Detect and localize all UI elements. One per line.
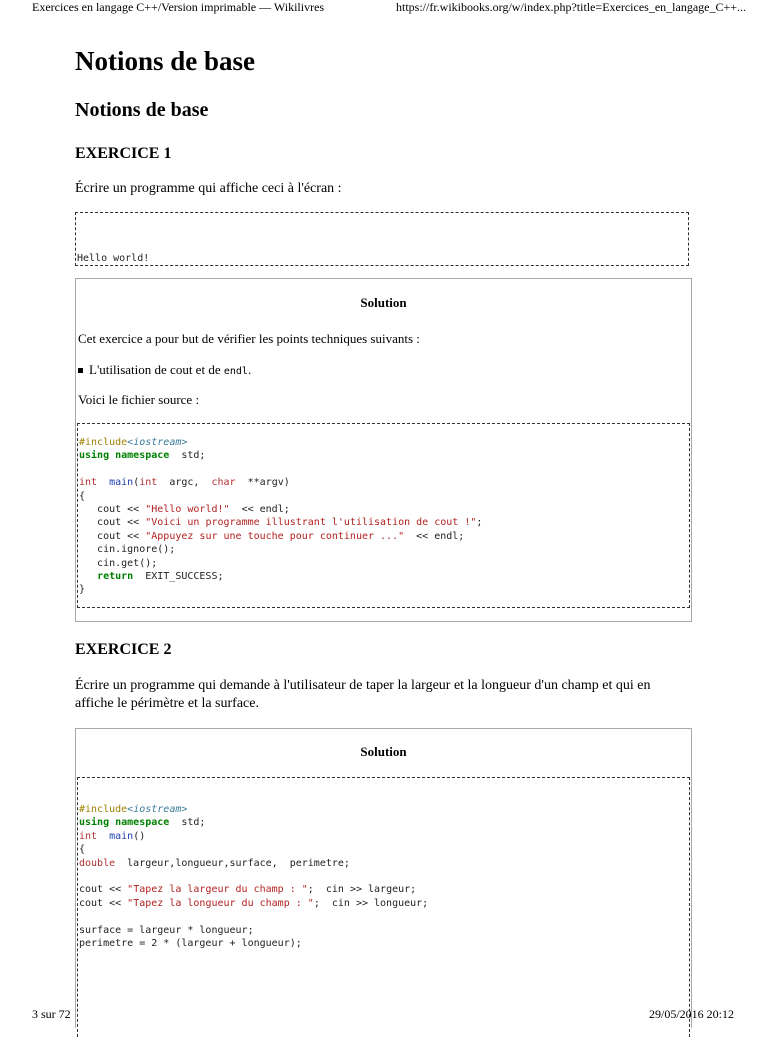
code-line: [79, 883, 689, 896]
code-token: int: [79, 477, 98, 489]
code-token: std;: [169, 817, 206, 829]
bullet-end: .: [247, 362, 252, 377]
code-token: int: [139, 477, 158, 489]
code-token: cout <<: [79, 530, 146, 542]
solution-box-1: [75, 278, 692, 622]
code-line: [79, 910, 689, 923]
code-token: return: [97, 570, 134, 582]
source-file-label: Voici le fichier source :: [78, 392, 200, 407]
code-token: "Tapez la longueur du champ : ": [127, 897, 314, 909]
code-line: [79, 570, 689, 583]
solution-box-2: [75, 728, 692, 1028]
code-token: #include: [79, 437, 128, 448]
source-code-block-2: [77, 777, 690, 1037]
exercise-2-heading: EXERCICE 2: [75, 641, 172, 658]
code-token: using namespace: [79, 817, 170, 829]
code-line: [79, 583, 689, 596]
solution-intro: Cet exercice a pour but de vérifier les points techniques suivants :: [78, 331, 420, 346]
bullet-icon: [78, 368, 83, 373]
code-token: << endl;: [404, 530, 465, 542]
code-token: char: [211, 477, 236, 489]
code-token: "Appuyez sur une touche pour continuer ...": [145, 530, 405, 542]
code-token: (): [133, 830, 146, 842]
code-line: [79, 857, 689, 870]
code-token: [79, 571, 97, 582]
code-line: [79, 543, 689, 556]
code-token: cin.get();: [79, 557, 158, 569]
bullet-text: L'utilisation de cout et de: [89, 362, 224, 377]
exercise-1-heading: EXERCICE 1: [75, 145, 172, 162]
code-token: main: [109, 830, 134, 842]
code-token: ; cin >> longueur;: [313, 897, 429, 909]
code-line: [79, 463, 689, 476]
code-token: "Hello world!": [145, 503, 230, 515]
print-footer-datetime: 29/05/2016 20:12: [649, 1007, 735, 1021]
exercise-1-statement: Écrire un programme qui affiche ceci à l'écran :: [75, 181, 342, 196]
code-token: (: [133, 477, 140, 489]
code-token: surface = largeur * longueur;: [79, 924, 254, 936]
solution-title: Solution: [360, 744, 407, 759]
code-line: [79, 516, 689, 529]
code-line: [79, 897, 689, 910]
code-token: #include: [79, 804, 128, 815]
code-token: <iostream>: [127, 437, 188, 448]
code-token: cout <<: [79, 517, 146, 529]
code-token: perimetre = 2 * (largeur + longueur);: [79, 937, 302, 949]
code-token: <iostream>: [127, 804, 188, 815]
code-line: [79, 530, 689, 543]
code-token: double: [79, 857, 116, 869]
code-line: [79, 843, 689, 856]
code-token: ; cin >> largeur;: [307, 884, 417, 896]
page-title: Notions de base: [75, 46, 256, 76]
exercise-2-statement: Écrire un programme qui demande à l'utilisateur de taper la largeur et la longueur d'un champ et qui en affiche le périmètre et la surface.: [75, 678, 651, 711]
code-token: **argv): [235, 477, 290, 489]
code-token: "Voici un programme illustrant l'utilisation de cout !": [145, 517, 477, 529]
code-line: [79, 490, 689, 503]
code-token: {: [79, 490, 86, 502]
code-token: [97, 831, 109, 842]
code-token: ;: [476, 517, 483, 529]
code-line: [79, 830, 689, 843]
code-line: [79, 924, 689, 937]
inline-code-endl: endl: [223, 366, 248, 377]
code-token: "Tapez la largeur du champ : ": [127, 884, 308, 896]
code-token: EXIT_SUCCESS;: [133, 570, 224, 582]
solution-bullet-item: [78, 362, 678, 380]
code-token: largeur,longueur,surface, perimetre;: [115, 857, 350, 869]
code-line: [79, 436, 689, 449]
code-token: cout <<: [79, 897, 128, 909]
code-token: argc,: [157, 477, 212, 489]
code-line: [79, 870, 689, 883]
print-header-title: Exercices en langage C++/Version imprimable — Wikilivres: [32, 0, 325, 14]
code-line: [79, 476, 689, 489]
code-token: }: [79, 584, 86, 596]
source-code-block-1: [77, 423, 690, 608]
code-token: cin.ignore();: [79, 544, 176, 556]
code-token: main: [109, 477, 134, 489]
solution-title: Solution: [360, 295, 407, 310]
code-token: cout <<: [79, 884, 128, 896]
code-token: {: [79, 844, 86, 856]
code-token: using namespace: [79, 450, 170, 462]
code-token: std;: [169, 450, 206, 462]
code-token: [97, 477, 109, 488]
code-token: cout <<: [79, 503, 146, 515]
code-line: [79, 816, 689, 829]
expected-output-block: [75, 212, 689, 266]
print-footer-page-counter: 3 sur 72: [32, 1007, 71, 1021]
print-header-url: https://fr.wikibooks.org/w/index.php?title=Exercices_en_langage_C++...: [396, 0, 747, 14]
code-line: [79, 937, 689, 950]
code-line: [79, 503, 689, 516]
section-heading: Notions de base: [75, 99, 209, 121]
code-line: [79, 803, 689, 816]
output-line: Hello world!: [77, 252, 150, 264]
code-token: << endl;: [229, 503, 290, 515]
code-line: [79, 557, 689, 570]
code-token: int: [79, 830, 98, 842]
code-line: [79, 449, 689, 462]
